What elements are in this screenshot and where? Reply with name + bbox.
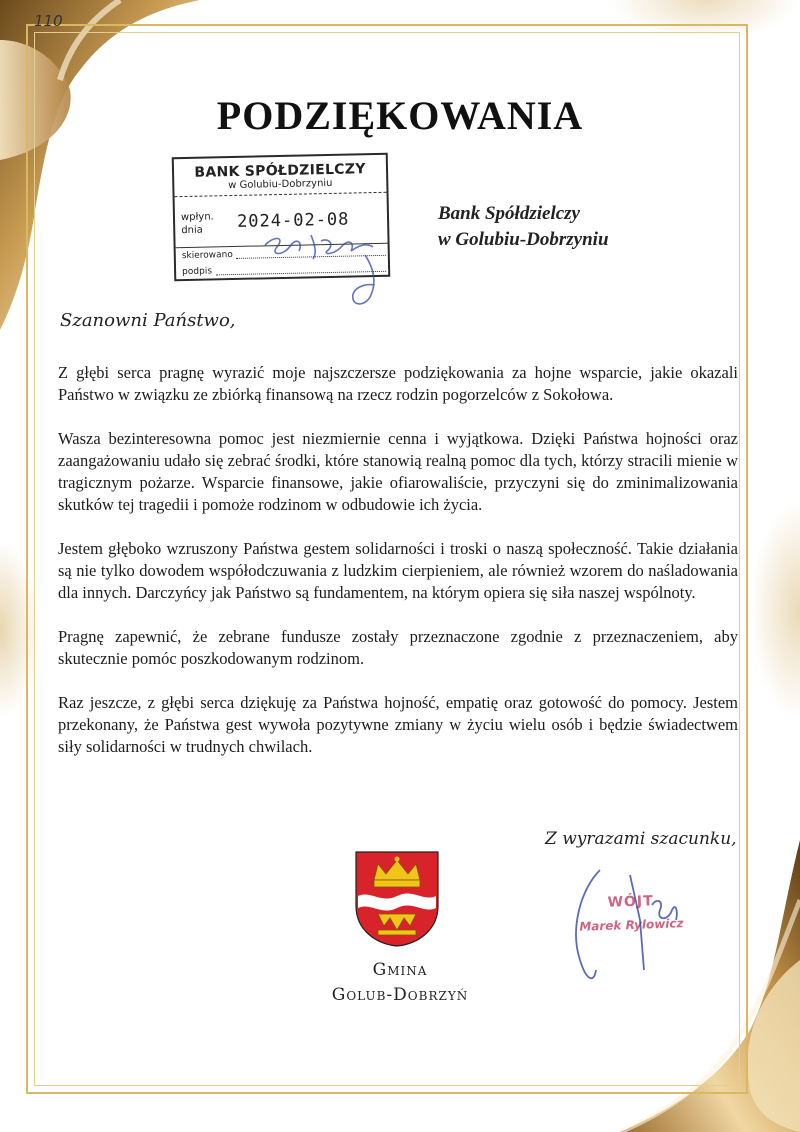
paragraph: Z głębi serca pragnę wyrazić moje najszczersze podziękowania za hojne wsparcie, jakie okazali Państwo w związku ze zbiórką finansową na rzecz rodzin pogorzelców z Sokołowa. — [58, 363, 738, 404]
mayor-role: WÓJT — [607, 893, 654, 911]
mayor-name: Marek Rylowicz — [579, 916, 684, 934]
paragraph: Raz jeszcze, z głębi serca dziękuję za Państwa hojność, empatię oraz gotowość do pomocy. Jestem przekonany, że Państwa gest wywoła pozytywne zmiany w życiu wielu osób i będzie świadectwem siły solidarności w trudnych chwilach. — [58, 693, 738, 756]
coat-of-arms-icon — [354, 850, 440, 948]
recipient-address — [438, 201, 609, 253]
recipient-line-1: Bank Spółdzielczy — [438, 203, 580, 224]
document-title: PODZIĘKOWANIA — [216, 93, 584, 138]
stamp-received-label: wpłyn. dnia — [180, 211, 214, 237]
gold-splash-decoration — [750, 500, 800, 720]
municipality-name — [300, 958, 500, 1008]
closing-phrase: Z wyrazami szacunku, — [545, 829, 737, 849]
paragraph: Jestem głęboko wzruszony Państwa gestem solidarności i troski o naszą społeczność. Takie działania są nie tylko dowodem współodczuwania z ludzkim cierpieniem, ale również wzorem do naśladowania dla innych. Darczyńcy jak Państwo są fundamentem, na którym opiera się siła naszej wspólnoty. — [58, 539, 738, 602]
stamp-bank-location: w Golubiu-Dobrzyniu — [174, 177, 386, 197]
stamp-dotted-line — [236, 255, 386, 259]
stamp-date-row — [175, 201, 388, 248]
stamp-bank-name: BANK SPÓŁDZIELCZY — [194, 161, 366, 181]
recipient-line-2: w Golubiu-Dobrzyniu — [438, 229, 609, 250]
letter-body — [58, 362, 738, 780]
municipality-line-2: Golub-Dobrzyń — [331, 985, 469, 1005]
paragraph: Wasza bezinteresowna pomoc jest niezmiernie cenna i wyjątkowa. Dzięki Państwa hojności oraz zaangażowaniu udało się zebrać środki, które stanowią realną pomoc dla tych, którzy stracili mienie w tragicznym pożarze. Wsparcie finansowe, jakie ofiarowaliście, przyczyni się do zminimalizowania skutków tej tragedii i pomoże rodzinom w odbudowie ich życia. — [58, 429, 738, 514]
mayor-stamp — [565, 892, 696, 935]
stamp-dotted-line — [216, 271, 386, 276]
stamp-received-date: 2024-02-08 — [236, 209, 350, 232]
receipt-stamp — [172, 153, 391, 281]
stamp-assigned-label: skierowano — [181, 250, 233, 262]
page-number: 110 — [34, 12, 63, 30]
paragraph: Pragnę zapewnić, że zebrane fundusze zostały przeznaczone zgodnie z przeznaczeniem, aby skutecznie pomóc poszkodowanym rodzinom. — [58, 627, 738, 668]
municipality-line-1: Gmina — [372, 960, 428, 980]
salutation: Szanowni Państwo, — [60, 310, 236, 331]
stamp-signature-label: podpis — [182, 266, 213, 278]
